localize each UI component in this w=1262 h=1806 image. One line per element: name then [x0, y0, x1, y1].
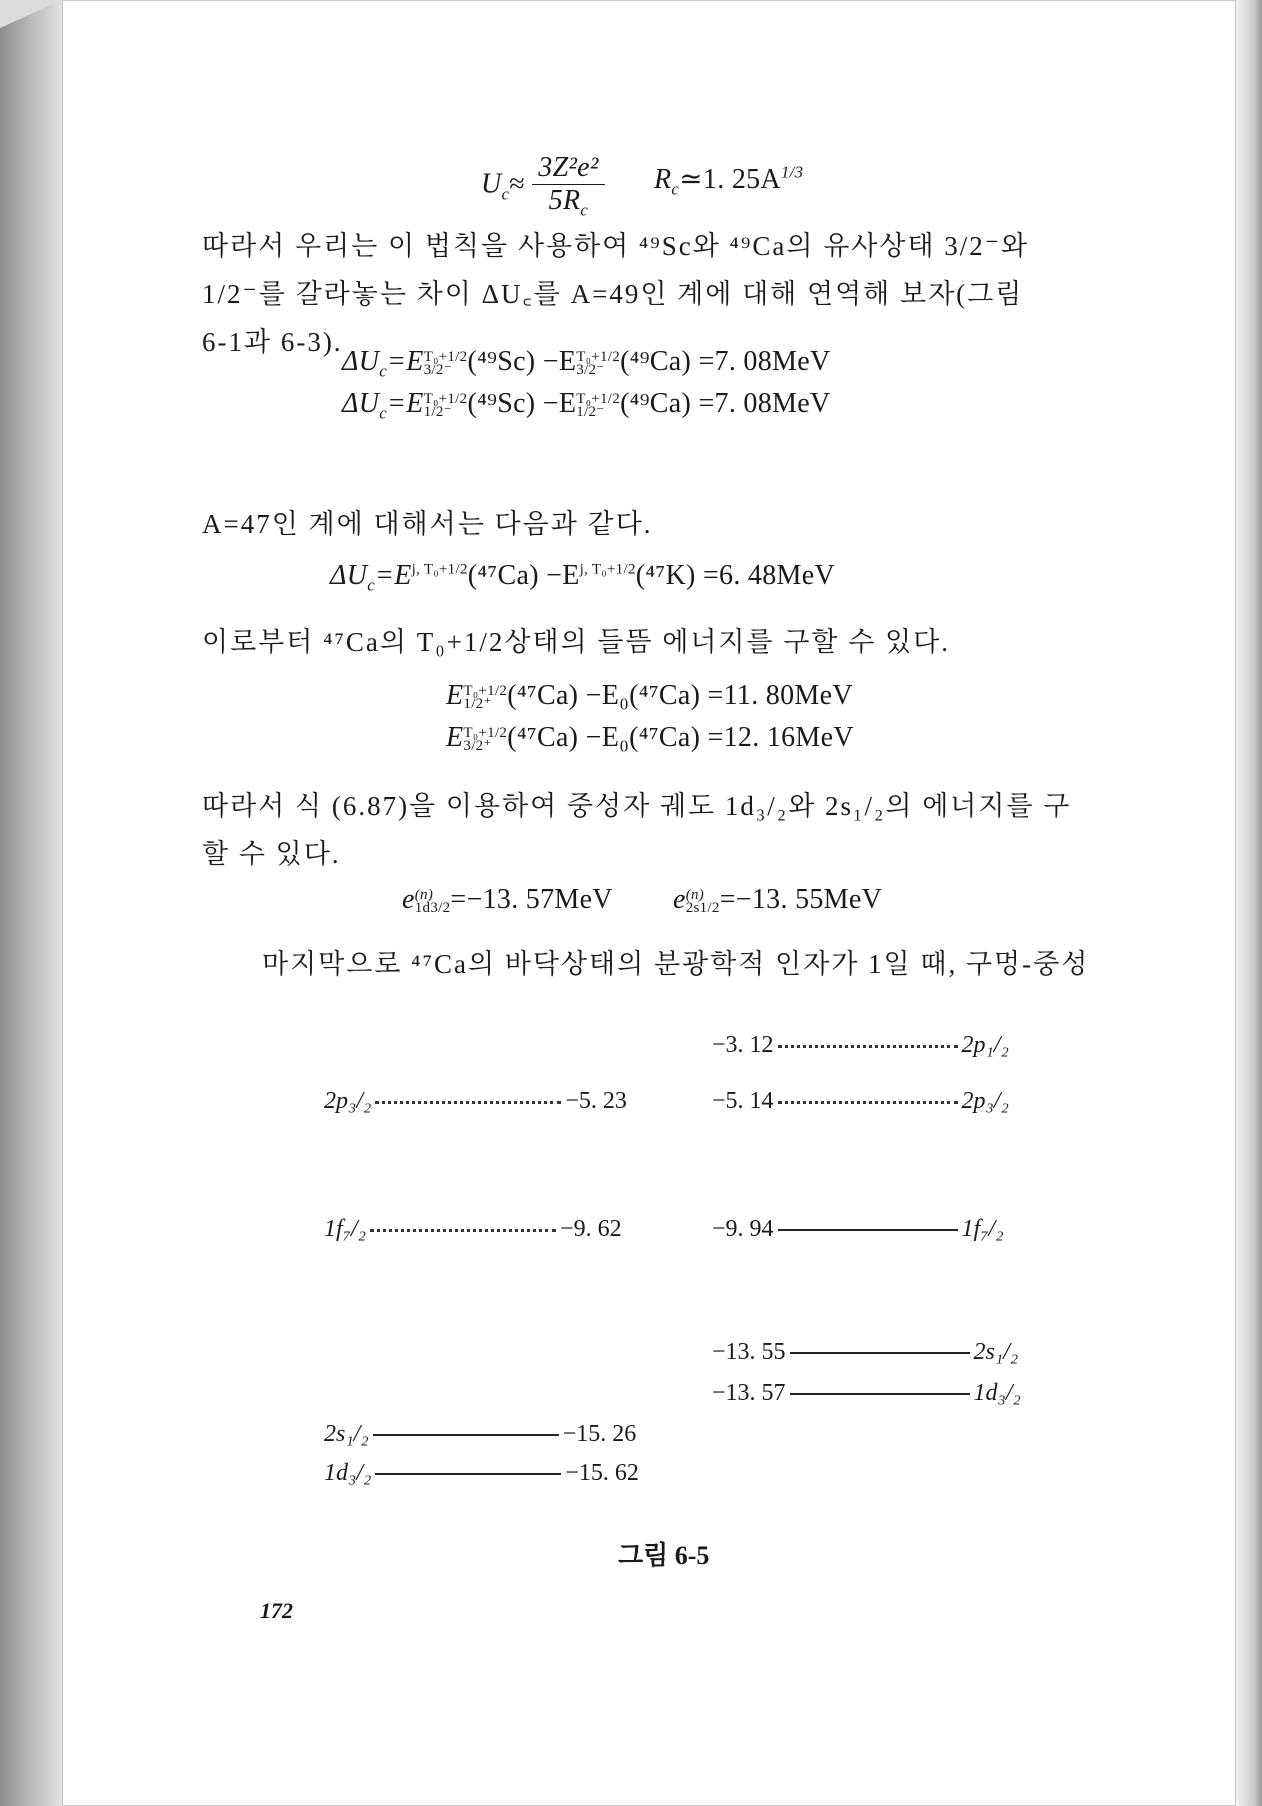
right-level-1f72	[712, 1214, 1004, 1244]
sub: 3/2⁻	[423, 361, 452, 378]
paragraph-1-line-2: 1/2⁻를 갈라놓는 차이 ΔU꜀를 A=49인 계에 대해 연역해 보자(그림	[202, 279, 1024, 309]
sup: T₀+1/2	[576, 348, 621, 365]
rc-sub: c	[671, 179, 680, 199]
paragraph-1-line-1: 따라서 우리는 이 법칙을 사용하여 ⁴⁹Sc와 ⁴⁹Ca의 유사상태 3/2⁻와	[202, 231, 1030, 261]
left-level-2p32	[324, 1086, 627, 1116]
book-page	[62, 0, 1236, 1806]
paragraph-4-line-1: 따라서 식 (6.87)을 이용하여 중성자 궤도 1d₃/₂와 2s₁/₂의 에너지를 구	[202, 791, 1072, 821]
sup: T₀+1/2	[423, 390, 468, 407]
level-value: −15. 62	[565, 1460, 639, 1486]
level-value: −5. 14	[712, 1088, 774, 1114]
nucleus-1: (⁴⁷Ca) −E	[467, 560, 580, 591]
equation-rest: (⁴⁷Ca) −E₀(⁴⁷Ca) =12. 16MeV	[507, 722, 854, 753]
nucleus-2: (⁴⁷K) =6. 48MeV	[635, 560, 835, 591]
left-level-1f72	[324, 1214, 622, 1244]
level-label: 2p₃/₂	[324, 1088, 372, 1114]
e-symbol: E	[446, 680, 464, 711]
level-label: 1d₃/₂	[973, 1380, 1021, 1406]
right-level-1d32	[712, 1378, 1021, 1408]
page-edge	[1236, 0, 1262, 1806]
level-label: 1f₇/₂	[961, 1216, 1004, 1242]
excitation-equation-1	[446, 680, 853, 712]
sup: T₀+1/2	[576, 390, 621, 407]
paragraph-5: 마지막으로 ⁴⁷Ca의 바닥상태의 분광학적 인자가 1일 때, 구멍-중성	[262, 949, 1090, 979]
sup: j, T₀+1/2	[579, 561, 636, 578]
sub: 1/2⁺	[463, 695, 492, 712]
orbit-energy-equation	[402, 884, 882, 916]
paragraph-2: A=47인 계에 대해서는 다음과 같다.	[202, 509, 653, 539]
uc-sub: c	[501, 184, 510, 204]
approx-sign: ≈	[509, 168, 525, 200]
sup: j, T₀+1/2	[411, 561, 468, 578]
sup: (n)	[685, 886, 705, 903]
sub: 1/2⁻	[423, 403, 452, 420]
den-text: 5R	[548, 185, 581, 216]
solid-line	[373, 1434, 559, 1436]
solid-line	[778, 1229, 958, 1231]
excitation-equation-2	[446, 722, 854, 754]
den-sub: c	[580, 200, 589, 220]
dotted-line	[778, 1101, 958, 1104]
dotted-line	[375, 1101, 561, 1104]
e-symbol: E	[446, 722, 464, 753]
solid-line	[375, 1473, 561, 1475]
e-symbol: =E	[387, 388, 424, 419]
sup: (n)	[414, 886, 434, 903]
sub: 3/2⁺	[463, 737, 492, 754]
e2-symbol: e	[672, 884, 686, 915]
rc-symbol: R	[654, 164, 672, 195]
paragraph-3: 이로부터 ⁴⁷Ca의 T₀+1/2상태의 들뜸 에너지를 구할 수 있다.	[202, 627, 951, 657]
solid-line	[790, 1352, 970, 1354]
delta-uc-equation-1	[342, 346, 830, 382]
dotted-line	[778, 1045, 958, 1048]
right-level-2s12	[712, 1337, 1018, 1367]
left-level-2s12	[324, 1419, 636, 1449]
paragraph-4	[202, 782, 1071, 878]
lhs-sub: c	[379, 403, 388, 423]
level-value: −9. 62	[560, 1216, 622, 1242]
dotted-line	[370, 1229, 556, 1232]
equation-rest: (⁴⁷Ca) −E₀(⁴⁷Ca) =11. 80MeV	[507, 680, 853, 711]
coulomb-energy-formula	[481, 152, 605, 221]
level-label: 2p₃/₂	[961, 1088, 1009, 1114]
left-level-1d32	[324, 1458, 639, 1488]
sub: 3/2⁻	[576, 361, 605, 378]
level-label: 2p₁/₂	[961, 1032, 1009, 1058]
nucleus-1: (⁴⁹Sc) −E	[467, 388, 577, 419]
right-level-2p12	[712, 1030, 1009, 1060]
sub: 1/2⁻	[576, 403, 605, 420]
e-symbol: =E	[387, 346, 424, 377]
level-value: −5. 23	[565, 1088, 627, 1114]
level-label: 2s₁/₂	[324, 1421, 369, 1447]
sup: T₀+1/2	[463, 682, 508, 699]
lhs-sub: c	[367, 575, 376, 595]
lhs: ΔU	[342, 346, 380, 377]
radius-formula	[654, 162, 803, 200]
rc-rhs: ≃1. 25A	[679, 164, 781, 195]
fraction-numerator: 3Z²e²	[532, 152, 604, 185]
e2-value: =−13. 55MeV	[719, 884, 883, 915]
e1-value: =−13. 57MeV	[450, 884, 613, 915]
page-number: 172	[260, 1598, 293, 1623]
lhs: ΔU	[342, 388, 380, 419]
nucleus-2: (⁴⁹Ca) =7. 08MeV	[620, 388, 831, 419]
level-value: −9. 94	[712, 1216, 774, 1242]
lhs-sub: c	[379, 361, 388, 381]
fraction-denominator	[532, 185, 604, 221]
e-symbol: =E	[375, 560, 412, 591]
rc-exp: 1/3	[780, 162, 804, 182]
book-spine	[0, 0, 62, 1806]
level-value: −13. 55	[712, 1339, 786, 1365]
level-label: 2s₁/₂	[973, 1339, 1019, 1365]
sup: T₀+1/2	[423, 348, 468, 365]
lhs: ΔU	[330, 560, 368, 591]
paragraph-1	[202, 222, 1029, 366]
paragraph-1-line-3: 6-1과 6-3).	[202, 327, 343, 357]
level-value: −15. 26	[562, 1421, 637, 1447]
delta-uc-equation-2	[342, 388, 830, 424]
figure-caption: 그림 6-5	[618, 1541, 710, 1570]
e1-symbol: e	[402, 884, 415, 915]
level-label: 1f₇/₂	[324, 1216, 367, 1242]
uc-symbol: U	[481, 168, 502, 200]
paragraph-4-line-2: 할 수 있다.	[202, 839, 341, 869]
delta-uc-equation-3	[330, 560, 835, 596]
nucleus-2: (⁴⁹Ca) =7. 08MeV	[620, 346, 831, 377]
solid-line	[790, 1393, 970, 1395]
sup: T₀+1/2	[463, 724, 508, 741]
level-value: −3. 12	[712, 1032, 774, 1058]
right-level-2p32	[712, 1086, 1009, 1116]
fraction	[532, 152, 604, 221]
sub: 2s1/2	[685, 899, 720, 916]
level-label: 1d₃/₂	[324, 1460, 372, 1486]
level-value: −13. 57	[712, 1380, 786, 1406]
nucleus-1: (⁴⁹Sc) −E	[467, 346, 577, 377]
sub: 1d3/2	[414, 899, 451, 916]
